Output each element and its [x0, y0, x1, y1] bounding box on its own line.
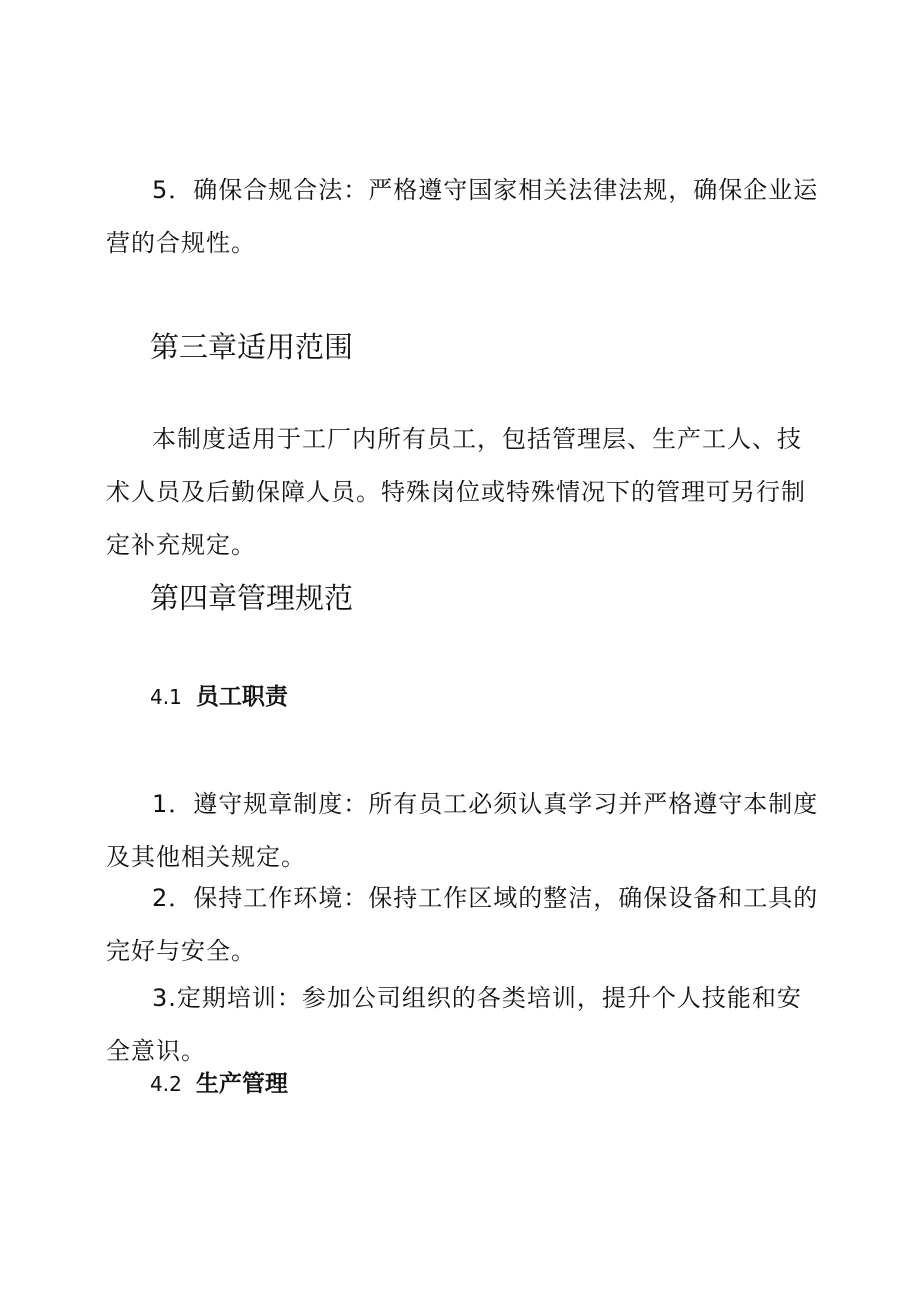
chapter-4-heading: 第四章管理规范: [150, 581, 354, 615]
section-4-1-heading: [150, 681, 288, 713]
list-item-3: 3.定期培训：参加公司组织的各类培训，提升个人技能和安全意识。: [106, 984, 802, 1065]
chapter-3-paragraph: 本制度适用于工厂内所有员工，包括管理层、生产工人、技术人员及后勤保障人员。特殊岗位或特殊情况下的管理可另行制定补充规定。: [106, 425, 806, 559]
section-4-2-heading: [150, 1068, 288, 1100]
list-item-2: 2．保持工作环境：保持工作区域的整洁，确保设备和工具的完好与安全。: [106, 884, 819, 965]
chapter-3-heading: 第三章适用范围: [150, 330, 354, 364]
section-number: 4.2: [150, 1072, 182, 1096]
list-item-5: 5．确保合规合法：严格遵守国家相关法律法规，确保企业运营的合规性。: [106, 176, 819, 257]
section-number: 4.1: [150, 685, 182, 709]
section-title: 生产管理: [195, 1071, 288, 1097]
list-item-1: 1．遵守规章制度：所有员工必须认真学习并严格遵守本制度及其他相关规定。: [106, 790, 819, 871]
section-title: 员工职责: [195, 684, 288, 710]
